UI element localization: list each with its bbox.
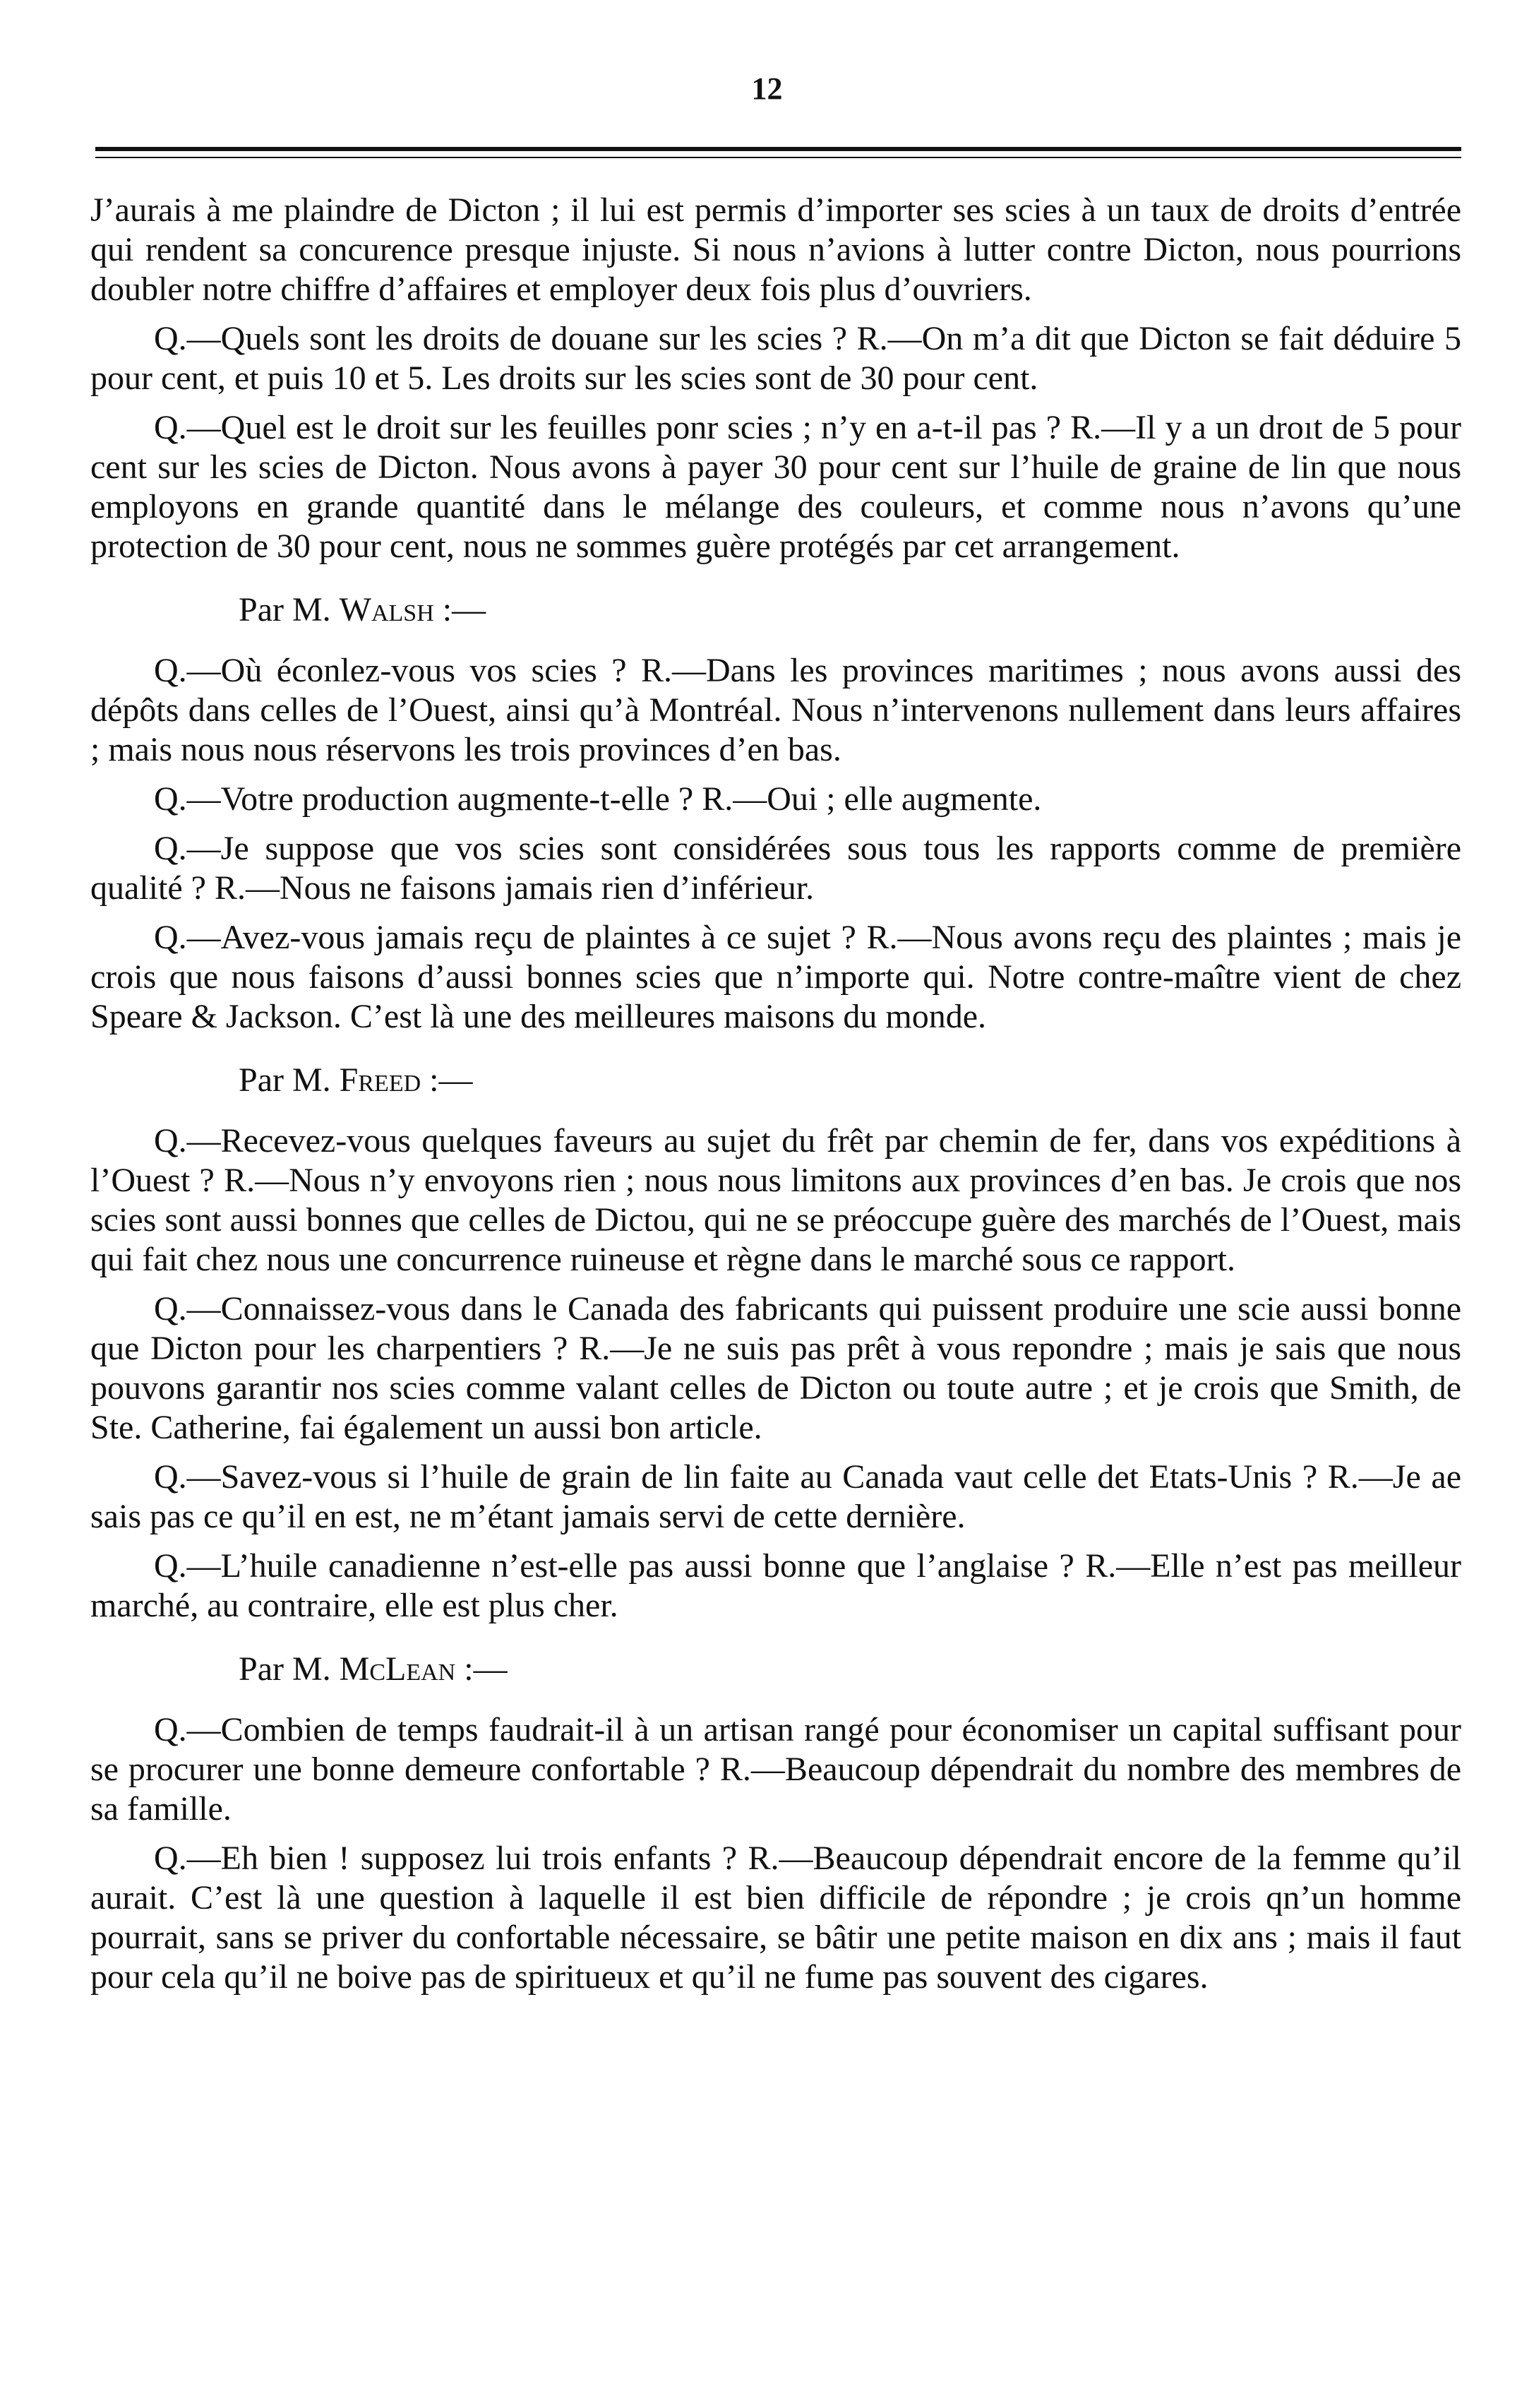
testimony-paragraph: J’aurais à me plaindre de Dicton ; il lui est permis d’importer ses scies à un taux de droits d’entrée qui rendent sa concurence presque injuste. Si nous n’avions à lutter contre Dicton, nous pourrions doubler notre chiffre d’affaires et employer deux fois plus d’ouvriers. xyxy=(90,191,1461,308)
testimony-paragraph: Q.—Quels sont les droits de douane sur les scies ? R.—On m’a dit que Dicton se fait déduire 5 pour cent, et puis 10 et 5. Les droits sur les scies sont de 30 pour cent. xyxy=(90,320,1461,397)
header-rule-thick xyxy=(95,147,1461,151)
testimony-paragraph: Q.—Je suppose que vos scies sont considérées sous tous les rapports comme de première qualité ? R.—Nous ne faisons jamais rien d’inférieur. xyxy=(90,830,1461,907)
testimony-paragraph: Q.—Avez-vous jamais reçu de plaintes à ce sujet ? R.—Nous avons reçu des plaintes ; mais je crois que nous faisons d’aussi bonnes scies que n’importe qui. Notre contre-maître vient de chez Speare & Jackson. C’est là une des meilleures maisons du monde. xyxy=(90,919,1461,1035)
examiner-heading xyxy=(90,590,1461,630)
examiner-name: McLean xyxy=(339,1650,456,1688)
examiner-name: Freed xyxy=(339,1061,421,1099)
examiner-heading-suffix: :— xyxy=(421,1061,473,1099)
testimony-paragraph: Q.—Quel est le droit sur les feuilles ponr scies ; n’y en a-t-il pas ? R.—Il y a un droıt de 5 pour cent sur les scies de Dicton. Nous avons à payer 30 pour cent sur l’huile de graine de lin que nous employons en grande quantité dans le mélange des couleurs, et comme nous n’avons qu’une protection de 30 pour cent, nous ne sommes guère protégés par cet arrangement. xyxy=(90,409,1461,565)
examiner-heading-prefix: Par M. xyxy=(239,591,340,628)
testimony-paragraph: Q.—Recevez-vous quelques faveurs au sujet du frêt par chemin de fer, dans vos expéditions à l’Ouest ? R.—Nous n’y envoyons rien ; nous nous limitons aux provinces d’en bas. Je crois que nos scies sont aussi bonnes que celles de Dictou, qui ne se préoccupe guère des marchés de l’Ouest, mais qui fait chez nous une concurrence ruineuse et règne dans le marché sous ce rapport. xyxy=(90,1122,1461,1278)
testimony-paragraph: Q.—Combien de temps faudrait-il à un artisan rangé pour économiser un capital suffisant pour se procurer une bonne demeure confortable ? R.—Beaucoup dépendrait du nombre des membres de sa famille. xyxy=(90,1711,1461,1828)
examiner-heading-prefix: Par M. xyxy=(239,1061,340,1099)
header-rule-thin xyxy=(95,157,1461,158)
examiner-name: Walsh xyxy=(339,591,434,628)
page-number: 12 xyxy=(751,71,783,106)
testimony-paragraph: Q.—Où éconlez-vous vos scies ? R.—Dans les provinces maritimes ; nous avons aussi des dépôts dans celles de l’Ouest, ainsi qu’à Montréal. Nous n’intervenons nullement dans leurs affaires ; mais nous nous réservons les trois provinces d’en bas. xyxy=(90,652,1461,768)
testimony-paragraph: Q.—Connaissez-vous dans le Canada des fabricants qui puissent produire une scie aussi bonne que Dicton pour les charpentiers ? R.—Je ne suis pas prêt à vous repondre ; mais je sais que nous pouvons garantir nos scies comme valant celles de Dicton ou toute autre ; et je crois que Smith, de Ste. Catherine, fai également un aussi bon article. xyxy=(90,1290,1461,1446)
testimony-paragraph: Q.—Eh bien ! supposez lui trois enfants ? R.—Beaucoup dépendrait encore de la femme qu’il aurait. C’est là une question à laquelle il est bien difficile de répondre ; je crois qn’un homme pourrait, sans se priver du confortable nécessaire, se bâtir une petite maison en dix ans ; mais il faut pour cela qu’il ne boive pas de spiritueux et qu’il ne fume pas souvent des cigares. xyxy=(90,1840,1461,1996)
testimony-paragraph: Q.—L’huile canadienne n’est-elle pas aussi bonne que l’anglaise ? R.—Elle n’est pas meilleur marché, au contraire, elle est plus cher. xyxy=(90,1547,1461,1624)
body-text xyxy=(90,191,1461,2007)
examiner-heading-prefix: Par M. xyxy=(239,1650,340,1688)
examiner-heading xyxy=(90,1061,1461,1100)
examiner-heading-suffix: :— xyxy=(433,591,486,628)
examiner-heading-suffix: :— xyxy=(455,1650,508,1688)
testimony-paragraph: Q.—Votre production augmente-t-elle ? R.—Oui ; elle augmente. xyxy=(154,780,1042,818)
testimony-paragraph: Q.—Savez-vous si l’huile de grain de lin faite au Canada vaut celle det Etats-Unis ? R.—Je ae sais pas ce qu’il en est, ne m’étant jamais servi de cette dernière. xyxy=(90,1458,1461,1535)
examiner-heading xyxy=(90,1650,1461,1689)
